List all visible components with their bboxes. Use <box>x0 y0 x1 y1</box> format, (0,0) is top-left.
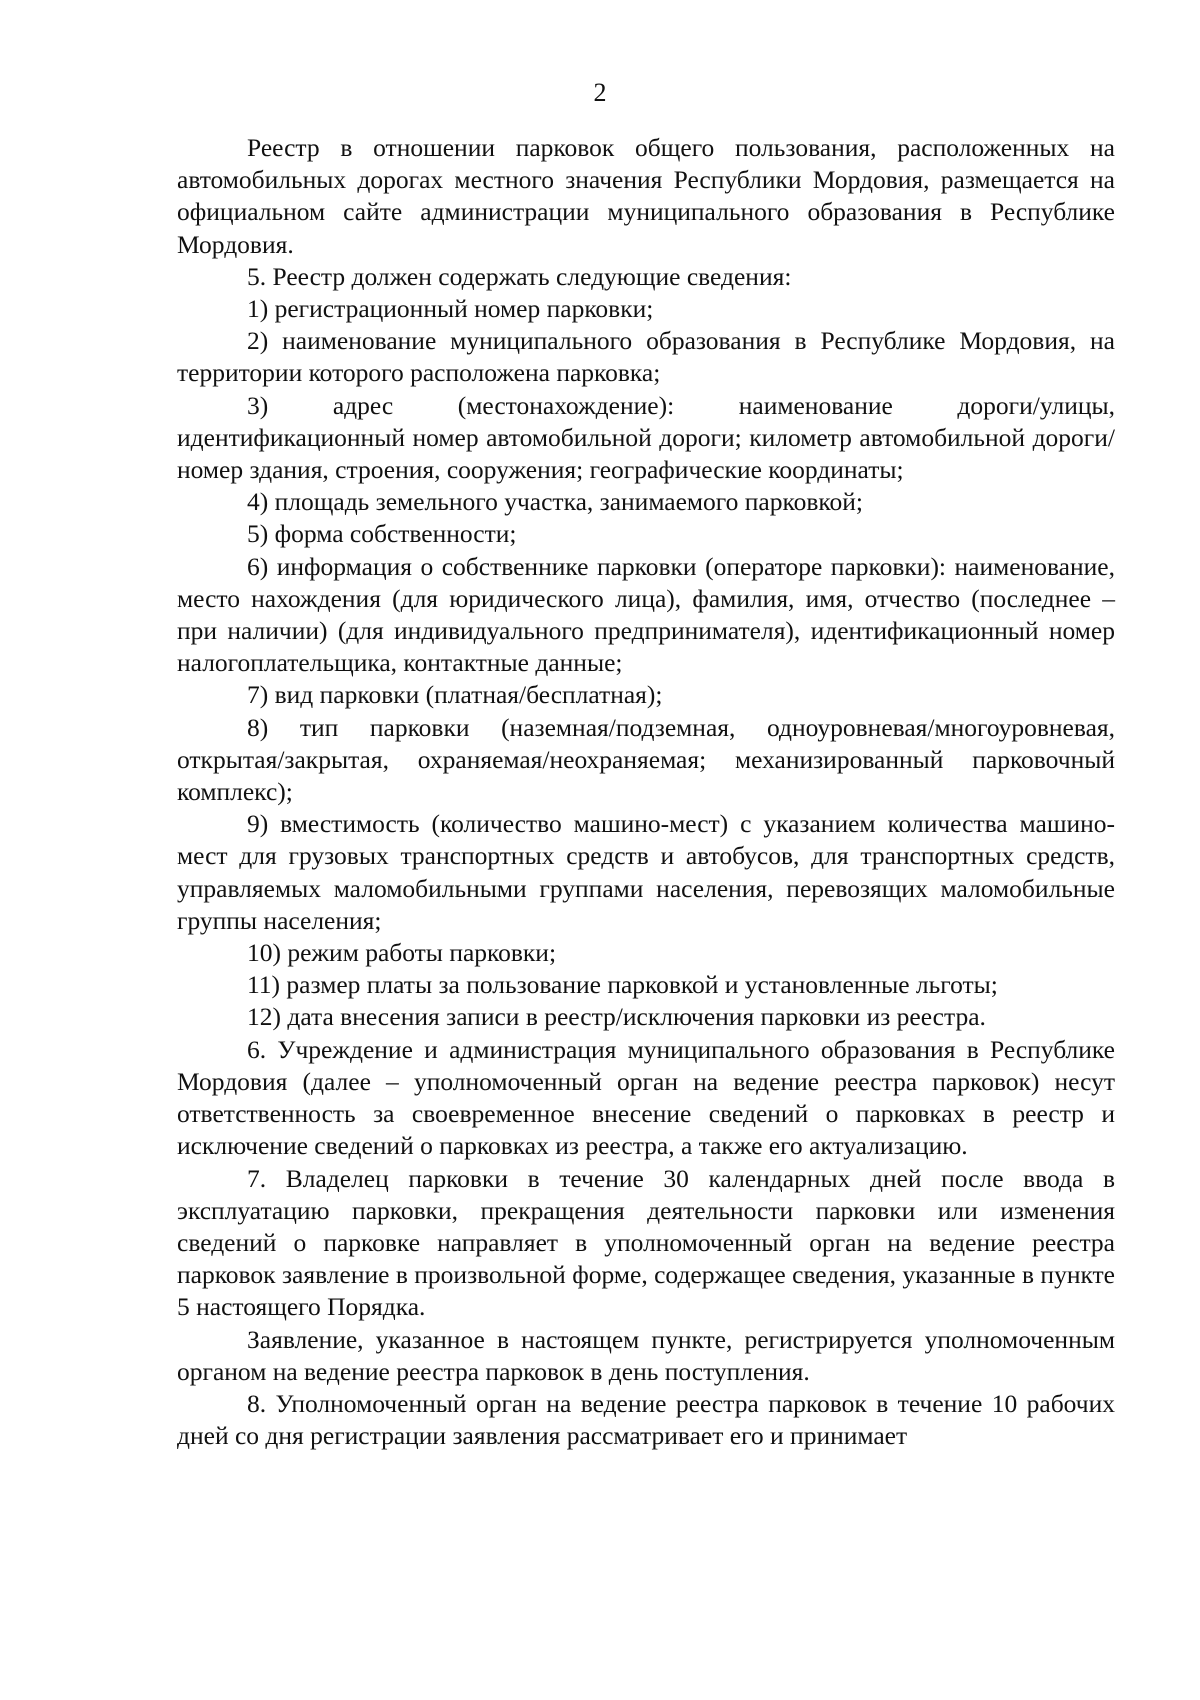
list-item-5: 5) форма собственности; <box>247 519 517 549</box>
paragraph-item-5-header: 5. Реестр должен содержать следующие сведения: <box>247 261 792 291</box>
list-item-11: 11) размер платы за пользование парковкой и установленные льготы; <box>247 970 998 1000</box>
list-item-7: 7) вид парковки (платная/бесплатная); <box>247 680 663 710</box>
page-number: 2 <box>593 78 607 107</box>
list-item-3: 3) адрес (местонахождение): наименование дороги/улицы, идентификационный номер автомобильной дороги; километр автомобильной дороги/номер здания, строения, сооружения; географические координаты; <box>177 390 1115 485</box>
paragraph-application-registration: Заявление, указанное в настоящем пункте, регистрируется уполномоченным органом на ведение реестра парковок в день поступления. <box>177 1324 1115 1386</box>
list-item-4: 4) площадь земельного участка, занимаемого парковкой; <box>247 487 863 517</box>
document-body <box>177 132 1115 1452</box>
list-item-2: 2) наименование муниципального образования в Республике Мордовия, на территории которого расположена парковка; <box>177 326 1115 388</box>
list-item-1: 1) регистрационный номер парковки; <box>247 294 654 324</box>
paragraph-registry-placement: Реестр в отношении парковок общего пользования, расположенных на автомобильных дорогах местного значения Республики Мордовия, размещается на официальном сайте администрации муниципального образования в Республике Мордовия. <box>177 133 1115 259</box>
list-item-10: 10) режим работы парковки; <box>247 938 557 968</box>
list-item-8: 8) тип парковки (наземная/подземная, одноуровневая/многоуровневая, открытая/закрытая, охраняемая/неохраняемая; механизированный парковочный комплекс); <box>177 712 1115 807</box>
paragraph-item-6: 6. Учреждение и администрация муниципального образования в Республике Мордовия (далее – уполномоченный орган на ведение реестра парковок) несут ответственность за своевременное внесение сведений о парковках в реестр и исключение сведений о парковках из реестра, а также его актуализацию. <box>177 1034 1115 1161</box>
list-item-9: 9) вместимость (количество машино-мест) с указанием количества машино-мест для грузовых транспортных средств и автобусов, для транспортных средств, управляемых маломобильными группами населения, перевозящих маломобильные группы населения; <box>177 809 1115 935</box>
paragraph-item-8: 8. Уполномоченный орган на ведение реестра парковок в течение 10 рабочих дней со дня регистрации заявления рассматривает его и принимает <box>177 1388 1115 1451</box>
paragraph-item-7: 7. Владелец парковки в течение 30 календарных дней после ввода в эксплуатацию парковки, прекращения деятельности парковки или изменения сведений о парковке направляет в уполномоченный орган на ведение реестра парковок заявление в произвольной форме, содержащее сведения, указанные в пункте 5 настоящего Порядка. <box>177 1163 1115 1322</box>
list-item-6: 6) информация о собственнике парковки (операторе парковки): наименование, место нахождения (для юридического лица), фамилия, имя, отчество (последнее – при наличии) (для индивидуального предпринимателя), идентификационный номер налогоплательщика, контактные данные; <box>177 551 1115 678</box>
list-item-12: 12) дата внесения записи в реестр/исключения парковки из реестра. <box>247 1002 986 1032</box>
